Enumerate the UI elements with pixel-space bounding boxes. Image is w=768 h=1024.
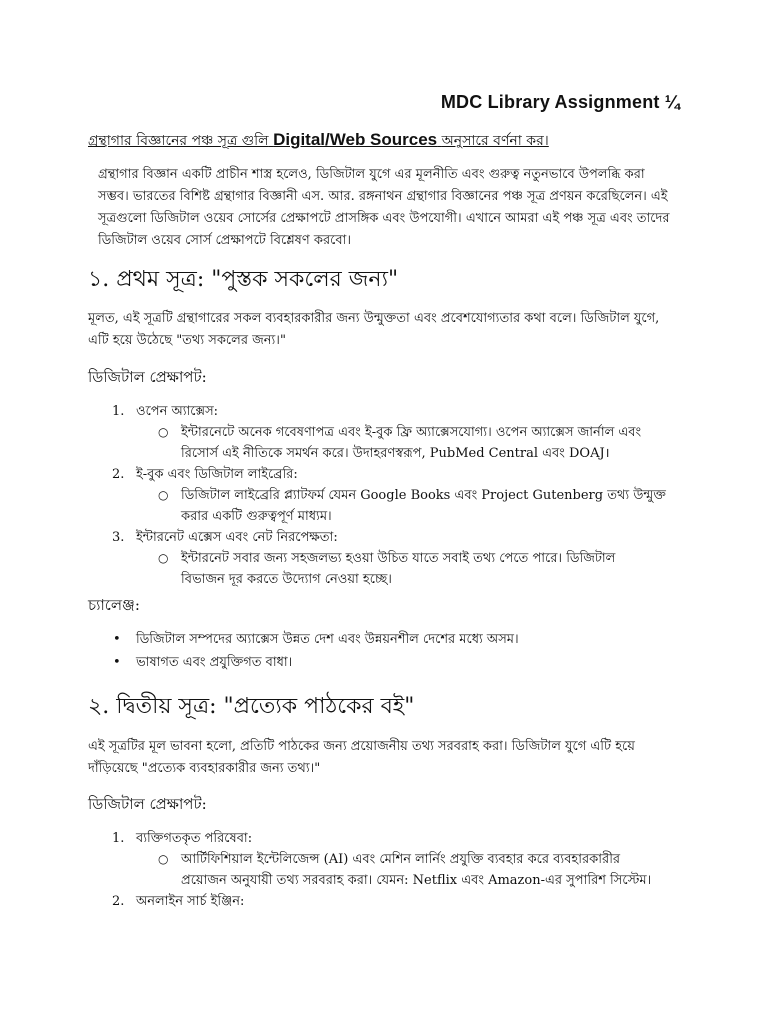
law2-body-line: দাঁড়িয়েছে "প্রত্যেক ব্যবহারকারীর জন্য তথ্য।" <box>88 761 321 776</box>
intro-line: সূত্রগুলো ডিজিটাল ওয়েব সোর্সের প্রেক্ষাপটে প্রাসঙ্গিক এবং উপযোগী। এখানে আমরা এই পঞ্চ সূত্র এবং তাদের <box>98 211 670 226</box>
question-english-term: Digital/Web Sources <box>273 130 438 149</box>
law2-body <box>88 736 688 780</box>
list-item <box>88 464 688 485</box>
intro-line: সম্ভব। ভারতের বিশিষ্ট গ্রন্থাগার বিজ্ঞানী এস. আর. রঙ্গনাথন গ্রন্থাগার বিজ্ঞানের পঞ্চ সূত্র প্রণয়ন করেছিলেন। এই <box>98 189 668 204</box>
law1-body-line: এটি হয়ে উঠেছে "তথ্য সকলের জন্য।" <box>88 333 286 348</box>
sub-item-line: বিভাজন দূর করতে উদ্যোগ নেওয়া হচ্ছে। <box>181 572 392 587</box>
law1-heading: ১. প্রথম সূত্র: "পুস্তক সকলের জন্য" <box>88 267 399 292</box>
list-number: 2. <box>112 467 125 482</box>
list-item-label: অনলাইন সার্চ ইঞ্জিন: <box>136 894 245 909</box>
assignment-question <box>88 129 688 153</box>
bullet-item: • ভাষাগত এবং প্রযুক্তিগত বাধা। <box>88 651 688 674</box>
circle-bullet-icon: ○ <box>158 425 169 439</box>
intro-paragraph <box>88 164 688 252</box>
law1-challenge-heading: চ্যালেঞ্জ: <box>88 596 140 614</box>
list-item <box>88 828 688 849</box>
law2-context-heading: ডিজিটাল প্রেক্ষাপট: <box>88 795 207 813</box>
law1-context-heading: ডিজিটাল প্রেক্ষাপট: <box>88 368 207 386</box>
sub-item-line: করার একটি গুরুত্বপূর্ণ মাধ্যম। <box>181 509 332 524</box>
sub-item-line: প্রয়োজন অনুযায়ী তথ্য সরবরাহ করা। যেমন: Netflix এবং Amazon-এর সুপারিশ সিস্টেম। <box>181 873 652 888</box>
document-title: MDC Library Assignment ¼ <box>440 92 680 112</box>
law1-body <box>88 308 688 352</box>
sub-item-line: ইন্টারনেটে অনেক গবেষণাপত্র এবং ই-বুক ফ্রি অ্যাক্সেসযোগ্য। ওপেন অ্যাক্সেস জার্নাল এবং <box>181 425 642 440</box>
list-item-label: ই-বুক এবং ডিজিটাল লাইব্রেরি: <box>136 467 298 482</box>
list-number: 3. <box>112 530 125 545</box>
bullet-item: • ডিজিটাল সম্পদের অ্যাক্সেস উন্নত দেশ এবং উন্নয়নশীল দেশের মধ্যে অসম। <box>88 628 688 651</box>
sub-item-line: ইন্টারনেট সবার জন্য সহজলভ্য হওয়া উচিত যাতে সবাই তথ্য পেতে পারে। ডিজিটাল <box>181 551 616 566</box>
question-prefix: গ্রন্থাগার বিজ্ঞানের পঞ্চ সূত্র গুলি <box>88 133 269 149</box>
law2-heading: ২. দ্বিতীয় সূত্র: "প্রত্যেক পাঠকের বই" <box>88 694 415 719</box>
list-item-label: ওপেন অ্যাক্সেস: <box>136 404 219 419</box>
law1-body-line: মূলত, এই সূত্রটি গ্রন্থাগারের সকল ব্যবহারকারীর জন্য উন্মুক্ততা এবং প্রবেশযোগ্যতার কথা বলে। ডিজিটাল যুগে, <box>88 311 660 326</box>
intro-line: ডিজিটাল ওয়েব সোর্স প্রেক্ষাপটে বিশ্লেষণ করবো। <box>98 233 351 248</box>
sub-item-line: ডিজিটাল লাইব্রেরি প্ল্যাটফর্ম যেমন Google Books এবং Project Gutenberg তথ্য উন্মুক্ত <box>181 488 666 503</box>
bullet-icon: • <box>113 655 121 670</box>
list-number: 1. <box>112 831 125 846</box>
question-suffix: অনুসারে বর্ণনা কর। <box>441 133 549 149</box>
law2-body-line: এই সূত্রটির মূল ভাবনা হলো, প্রতিটি পাঠকের জন্য প্রয়োজনীয় তথ্য সরবরাহ করা। ডিজিটাল যুগে এটি হয়ে <box>88 739 635 754</box>
list-item-label: ইন্টারনেট এক্সেস এবং নেট নিরপেক্ষতা: <box>136 530 338 545</box>
list-item <box>88 401 688 422</box>
sub-list-item <box>88 422 688 464</box>
sub-item-line: আর্টিফিশিয়াল ইন্টেলিজেন্স (AI) এবং মেশিন লার্নিং প্রযুক্তি ব্যবহার করে ব্যবহারকারীর <box>181 852 621 867</box>
law1-challenge-list <box>88 628 688 674</box>
list-number: 2. <box>112 894 125 909</box>
circle-bullet-icon: ○ <box>158 488 169 502</box>
list-number: 1. <box>112 404 125 419</box>
intro-line: গ্রন্থাগার বিজ্ঞান একটি প্রাচীন শাস্ত্র হলেও, ডিজিটাল যুগে এর মূলনীতি এবং গুরুত্ব নতুনভাবে উপলব্ধি করা <box>98 167 645 182</box>
circle-bullet-icon: ○ <box>158 551 169 565</box>
list-item <box>88 891 688 912</box>
bullet-icon: • <box>113 632 121 647</box>
sub-list-item <box>88 849 688 891</box>
law1-context-list <box>88 401 688 590</box>
law2-context-list <box>88 828 688 912</box>
sub-item-line: রিসোর্স এই নীতিকে সমর্থন করে। উদাহরণস্বরূপ, PubMed Central এবং DOAJ। <box>181 446 610 461</box>
sub-list-item <box>88 548 688 590</box>
sub-list-item <box>88 485 688 527</box>
circle-bullet-icon: ○ <box>158 852 169 866</box>
list-item <box>88 527 688 548</box>
list-item-label: ব্যক্তিগতকৃত পরিষেবা: <box>136 831 253 846</box>
